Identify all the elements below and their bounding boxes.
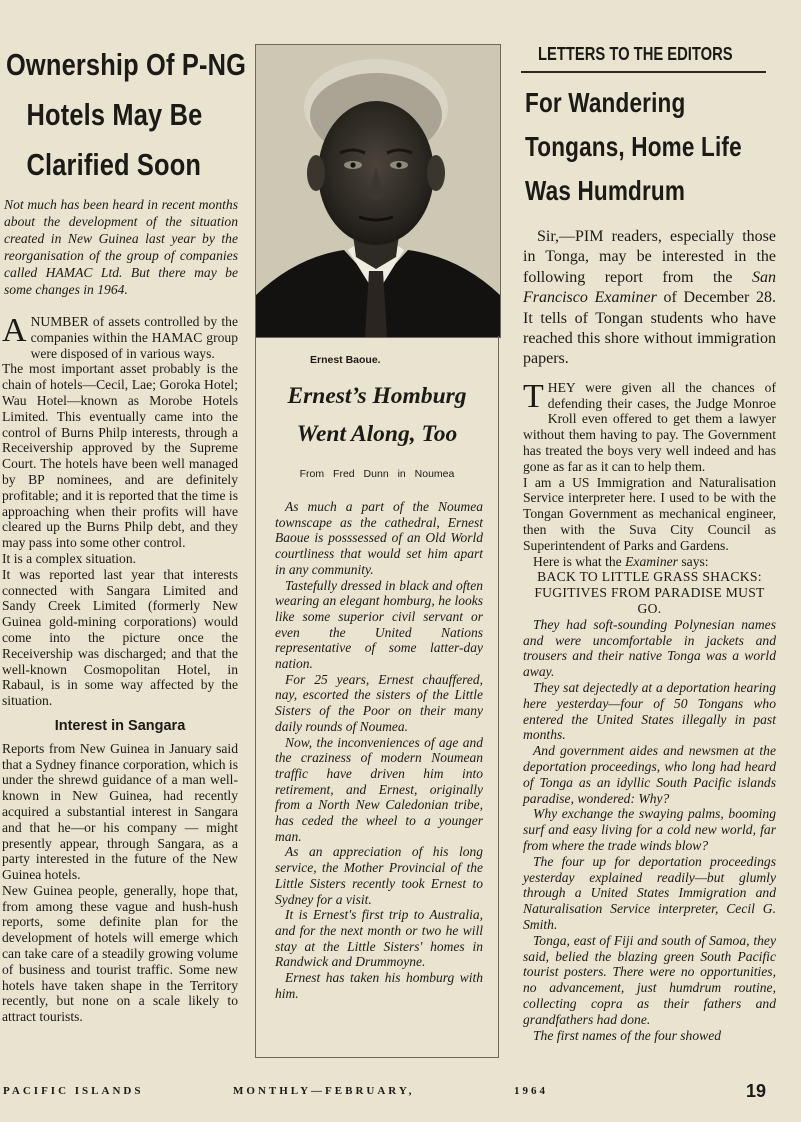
paragraph: For 25 years, Ernest chauffered, nay, escorted the sisters of the Little Sisters of the Poor on their many daily rounds of Noumea. xyxy=(275,671,483,734)
paragraph: They sat dejectedly at a deportation hearing here yesterday—four of 50 Tongans who entered the United States illegally in past months. xyxy=(523,679,776,743)
right-article-body xyxy=(523,377,776,1043)
headline-line: Ernest’s Homburg xyxy=(287,383,467,409)
paragraph: The four up for deportation proceedings yesterday explained readily—but glumly through a United States Immigration and Naturalisation Service interpreter, Cecil G. Smith. xyxy=(523,853,776,932)
footer-issue: MONTHLY—FEBRUARY, xyxy=(233,1085,415,1097)
headline-line: Clarified Soon xyxy=(26,147,202,182)
paragraph: I am a US Immigration and Naturalisation Service interpreter here. I used to be with the Tongan Government as mechanical engineer, then with the Suva City Council as Superintendent of Parks and Gardens. xyxy=(523,474,776,553)
letter-intro: Sir,—PIM readers, especially those in Tonga, may be interested in the following report from the San Francisco Examiner of December 28. It tells of Tongan students who have reached this shore without immigration papers. xyxy=(523,228,777,368)
footer-year: 1964 xyxy=(514,1085,548,1097)
paragraph: The most important asset probably is the chain of hotels—Cecil, Lae; Goroka Hotel; Wau Hotel—known as Morobe Hotels Limited. This eventually came into the control of Burns Philp interests, through a Receivership approved by the Supreme Court. The hotels have been well managed by BP nominees, and are definitely profitable; and it is reported that the time is approaching when their profits will have cleared up the Burns Philp debt, and they may pass into some other control. xyxy=(2,361,238,551)
section-rule xyxy=(521,71,766,73)
right-article-headline xyxy=(525,81,742,213)
paragraph: It is a complex situation. xyxy=(2,550,137,566)
page-footer xyxy=(0,1081,801,1105)
paragraph: ANUMBER of assets controlled by the companies within the HAMAC group were disposed of in various ways. xyxy=(2,312,238,361)
paragraph: THEY were given all the chances of defending their cases, the Judge Monroe Kroll even offered to get them a lawyer without them having to pay. The Government has treated the boys very well indeed and has gone as far as it can to help them. xyxy=(523,377,776,474)
paragraph: They had soft-sounding Polynesian names and were uncomfortable in jackets and trousers and their native Tonga was a world away. xyxy=(523,616,776,680)
paragraph: Ernest has taken his homburg with him. xyxy=(275,970,483,1001)
paragraph: Why exchange the swaying palms, booming surf and easy living for a cold new world, far from where the trade winds blow? xyxy=(523,806,776,853)
paragraph: The first names of the four showed xyxy=(533,1027,722,1043)
headline-line: Hotels May Be xyxy=(26,97,203,132)
paragraph: Tastefully dressed in black and often wearing an elegant homburg, he looks like some superior civil servant or even the United Nations representative of some latter-day nation. xyxy=(275,577,483,672)
left-article-headline xyxy=(6,40,247,190)
paragraph: Here is what the Examiner says: xyxy=(533,553,709,569)
portrait-image xyxy=(256,45,500,337)
headline-line: Tongans, Home Life xyxy=(525,131,742,162)
paragraph: Now, the inconveniences of age and the craziness of modern Noumean traffic have driven him into retirement, and Ernest, originally from a North New Caledonian tribe, has ceded the wheel to a younger man. xyxy=(275,734,483,844)
photo-caption: Ernest Baoue. xyxy=(310,354,381,366)
paragraph: It was reported last year that interests connected with Sangara Limited and Sandy Creek Limited (formerly New Guinea gold-mining corporations) would come into the picture once the Receivership was discharged; and that the well-known Cosmopolitan Hotel, in Rabaul, is in some way affected by the situation. xyxy=(2,566,238,709)
middle-article-headline xyxy=(255,377,499,453)
portrait-photo xyxy=(255,44,501,338)
middle-article-body xyxy=(275,499,483,1002)
left-article-intro: Not much has been heard in recent months about the development of the situation created in New Guinea last year by the reorganisation of the group of companies called HAMAC Ltd. But there may be some changes in 1964. xyxy=(4,197,238,297)
headline-line: Went Along, Too xyxy=(296,421,458,447)
drop-cap: A xyxy=(2,312,27,349)
paragraph: Tonga, east of Fiji and south of Samoa, they said, belied the blazing green South Pacific tourist posters. There were no opportunities, no advancement, just humdrum routine, collecting copra as their fathers and grandfathers had done. xyxy=(523,932,776,1027)
byline: From Fred Dunn in Noumea xyxy=(299,468,455,480)
paragraph: Reports from New Guinea in January said that a Sydney finance corporation, which is under the shrewd guidance of a man well-known in New Guinea, had recently acquired a substantial interest in Sangara and that he—or his company — might presently appear, through Sangara, as a party interested in the future of the New Guinea hotels. xyxy=(2,740,238,883)
headline-line: Ownership Of P-NG xyxy=(6,47,247,82)
left-article xyxy=(0,0,247,1025)
paragraph: And government aides and newsmen at the deportation proceedings, who long had heard of Tonga as an idyllic South Pacific islands paradise, wondered: Why? xyxy=(523,743,776,806)
frame-rule xyxy=(255,1057,499,1058)
paragraph: As an appreciation of his long service, the Mother Provincial of the Little Sisters recently took Ernest to Sydney for a visit. xyxy=(275,844,483,907)
drop-cap: T xyxy=(523,377,544,415)
left-article-subhead: Interest in Sangara xyxy=(54,717,186,734)
paragraph: New Guinea people, generally, hope that, from among these vague and hush-hush reports, some definite plan for the development of hotels will emerge which can take care of a steadily growing volume of business and tourist traffic. Some new hotels have taken shape in the Territory recently, but none on a scale likely to attract tourists. xyxy=(2,882,238,1025)
paragraph: As much a part of the Noumea townscape as the cathedral, Ernest Baoue is posssessed of an Old World courtliness that would set him apart in any community. xyxy=(275,499,483,577)
right-article xyxy=(521,0,776,1043)
page-number: 19 xyxy=(746,1081,767,1101)
paragraph: It is Ernest's first trip to Australia, and for the next month or two he will stay at the Little Sisters' homes in Randwick and Drummoyne. xyxy=(275,907,483,970)
quoted-headline: BACK TO LITTLE GRASS SHACKS: FUGITIVES FROM PARADISE MUST GO. xyxy=(534,569,765,616)
footer-publication: PACIFIC ISLANDS xyxy=(3,1085,144,1097)
section-label: LETTERS TO THE EDITORS xyxy=(538,44,733,64)
headline-line: For Wandering xyxy=(525,87,686,118)
left-article-body xyxy=(2,314,238,1025)
headline-line: Was Humdrum xyxy=(525,175,686,206)
